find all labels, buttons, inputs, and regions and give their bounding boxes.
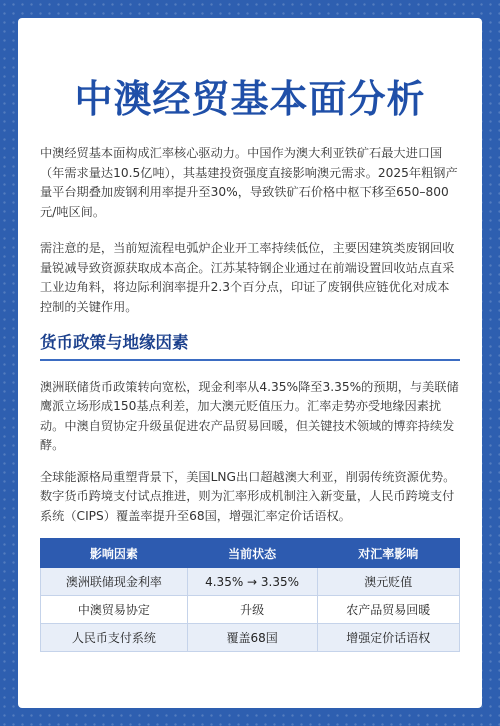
table-cell-factor: 人民币支付系统: [41, 624, 188, 652]
intro-paragraph-1: 中澳经贸基本面构成汇率核心驱动力。中国作为澳大利亚铁矿石最大进口国（年需求量达10.5亿吨），其基建投资强度直接影响澳元需求。2025年粗钢产量平台期叠加废钢利用率提升至30%，导致铁矿石价格中枢下移至650–800元/吨区间。: [40, 146, 458, 219]
table-header-impact: 对汇率影响: [317, 539, 459, 568]
table-row: [41, 568, 460, 596]
section-paragraph-1: 澳洲联储货币政策转向宽松，现金利率从4.35%降至3.35%的预期，与美联储鹰派立场形成150基点利差，加大澳元贬值压力。汇率走势亦受地缘因素扰动。中澳自贸协定升级虽促进农产品贸易回暖，但关键技术领域的博弈持续发酵。: [40, 379, 459, 452]
factors-table: [40, 538, 460, 652]
table-header-status: 当前状态: [187, 539, 317, 568]
intro-paragraph-2: 需注意的是，当前短流程电弧炉企业开工率持续低位，主要因建筑类废钢回收量锐减导致资源获取成本高企。江苏某特钢企业通过在前端设置回收站点直采工业边角料，将边际利润率提升2.3个百分点，印证了废钢供应链优化对成本控制的关键作用。: [40, 241, 455, 314]
table-cell-impact: 增强定价话语权: [317, 624, 459, 652]
table-row: [41, 596, 460, 624]
table-row: [41, 624, 460, 652]
section-paragraph-2: 全球能源格局重塑背景下，美国LNG出口超越澳大利亚，削弱传统资源优势。数字货币跨境支付试点推进，则为汇率形成机制注入新变量，人民币跨境支付系统（CIPS）覆盖率提升至68国，增强汇率定价话语权。: [40, 469, 456, 523]
section-heading: 货币政策与地缘因素: [40, 333, 189, 352]
article-card: [18, 18, 482, 708]
table-cell-status: 升级: [187, 596, 317, 624]
table-cell-status: 4.35% → 3.35%: [187, 568, 317, 596]
table-cell-status: 覆盖68国: [187, 624, 317, 652]
section-divider: [40, 359, 460, 361]
table-cell-impact: 农产品贸易回暖: [317, 596, 459, 624]
table-cell-impact: 澳元贬值: [317, 568, 459, 596]
table-cell-factor: 澳洲联储现金利率: [41, 568, 188, 596]
table-header-row: [41, 539, 460, 568]
table-cell-factor: 中澳贸易协定: [41, 596, 188, 624]
page-title: 中澳经贸基本面分析: [74, 77, 426, 121]
table-header-factor: 影响因素: [41, 539, 188, 568]
